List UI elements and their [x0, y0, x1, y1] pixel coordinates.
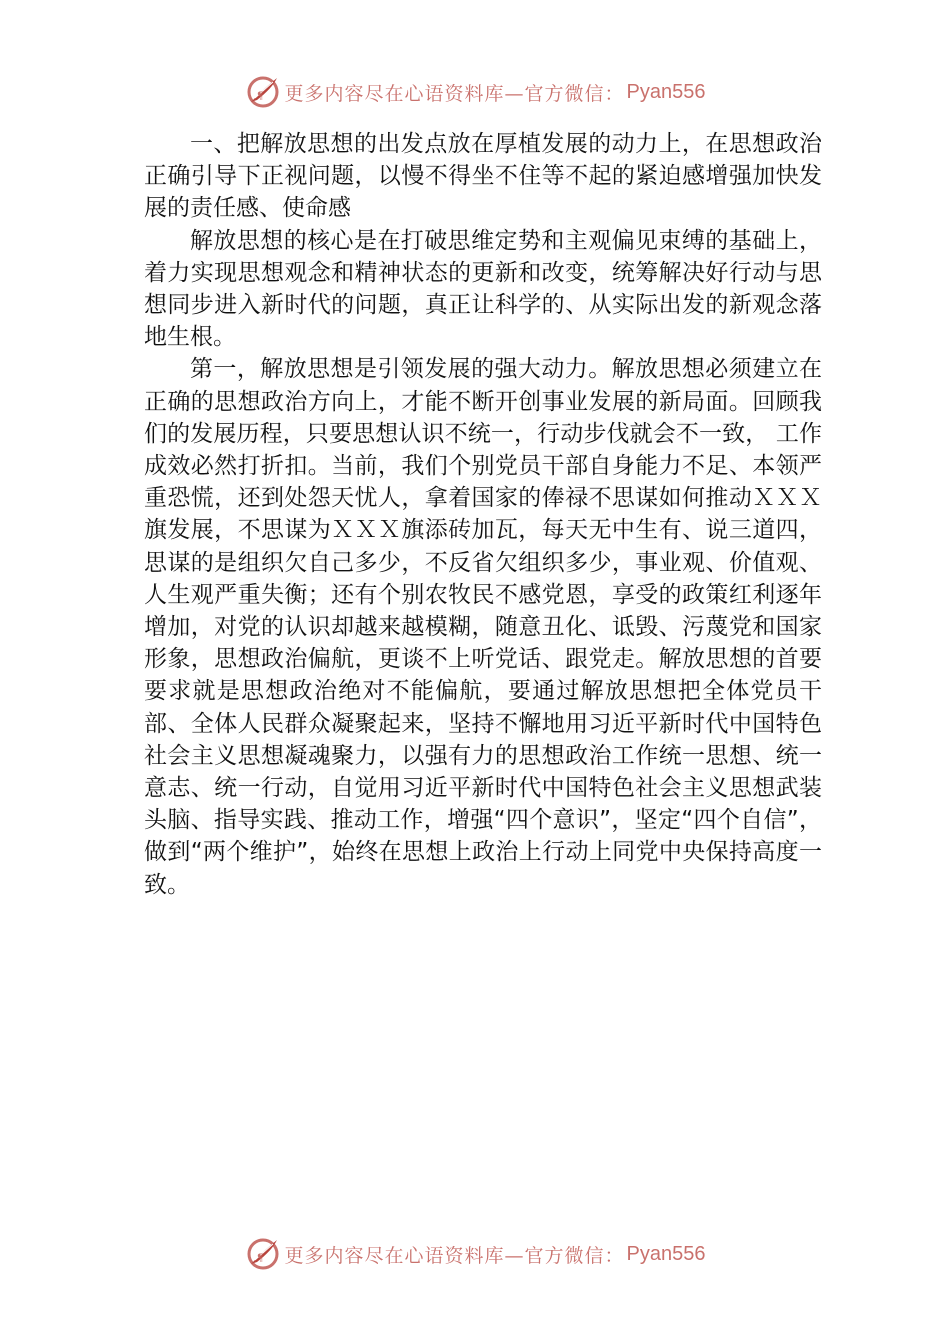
watermark-wechat-id: Pyan556 — [626, 80, 706, 103]
svg-text:¶: ¶ — [256, 1253, 263, 1264]
header-watermark — [0, 72, 950, 112]
watermark-text: 更多内容尽在心语资料库—官方微信： — [284, 82, 625, 105]
footer-watermark — [0, 1234, 950, 1274]
quill-seal-icon — [245, 1236, 281, 1272]
document-body — [144, 128, 822, 901]
svg-text:¶: ¶ — [256, 91, 263, 102]
heading-paragraph: 一、把解放思想的出发点放在厚植发展的动力上，在思想政治正确引导下正视问题，以慢不得坐不住等不起的紧迫感增强加快发展的责任感、使命感 — [144, 131, 822, 222]
quill-seal-icon — [245, 74, 281, 110]
watermark-text: 更多内容尽在心语资料库—官方微信： — [284, 1244, 625, 1267]
body-paragraph: 解放思想的核心是在打破思维定势和主观偏见束缚的基础上，着力实现思想观念和精神状态的更新和改变，统筹解决好行动与思想同步进入新时代的问题，真正让科学的、从实际出发的新观念落地生根。 — [144, 227, 822, 351]
body-paragraph: 第一，解放思想是引领发展的强大动力。解放思想必须建立在正确的思想政治方向上，才能不断开创事业发展的新局面。回顾我们的发展历程，只要思想认识不统一，行动步伐就会不一致， 工作成效必然打折扣。当前，我们个别党员干部自身能力不足、本领严重恐慌，还到处怨天忧人，拿着国家的俸禄不思谋如何推动ＸＸＸ旗发展，不思谋为ＸＸＸ旗添砖加瓦，每天无中生有、说三道四，思谋的是组织欠自己多少，不反省欠组织多少，事业观、价值观、人生观严重失衡；还有个别农牧民不感党恩，享受的政策红利逐年增加，对党的认识却越来越模糊，随意丑化、诋毁、污蔑党和国家形象，思想政治偏航，更谈不上听党话、跟党走。解放思想的首要要求就是思想政治绝对不能偏航，要通过解放思想把全体党员干部、全体人民群众凝聚起来，坚持不懈地用习近平新时代中国特色社会主义思想凝魂聚力，以强有力的思想政治工作统一思想、统一意志、统一行动，自觉用习近平新时代中国特色社会主义思想武装头脑、指导实践、推动工作，增强“四个意识”，坚定“四个自信”，做到“两个维护”，始终在思想上政治上行动上同党中央保持高度一致。 — [144, 356, 822, 898]
watermark-wechat-id: Pyan556 — [626, 1242, 706, 1265]
